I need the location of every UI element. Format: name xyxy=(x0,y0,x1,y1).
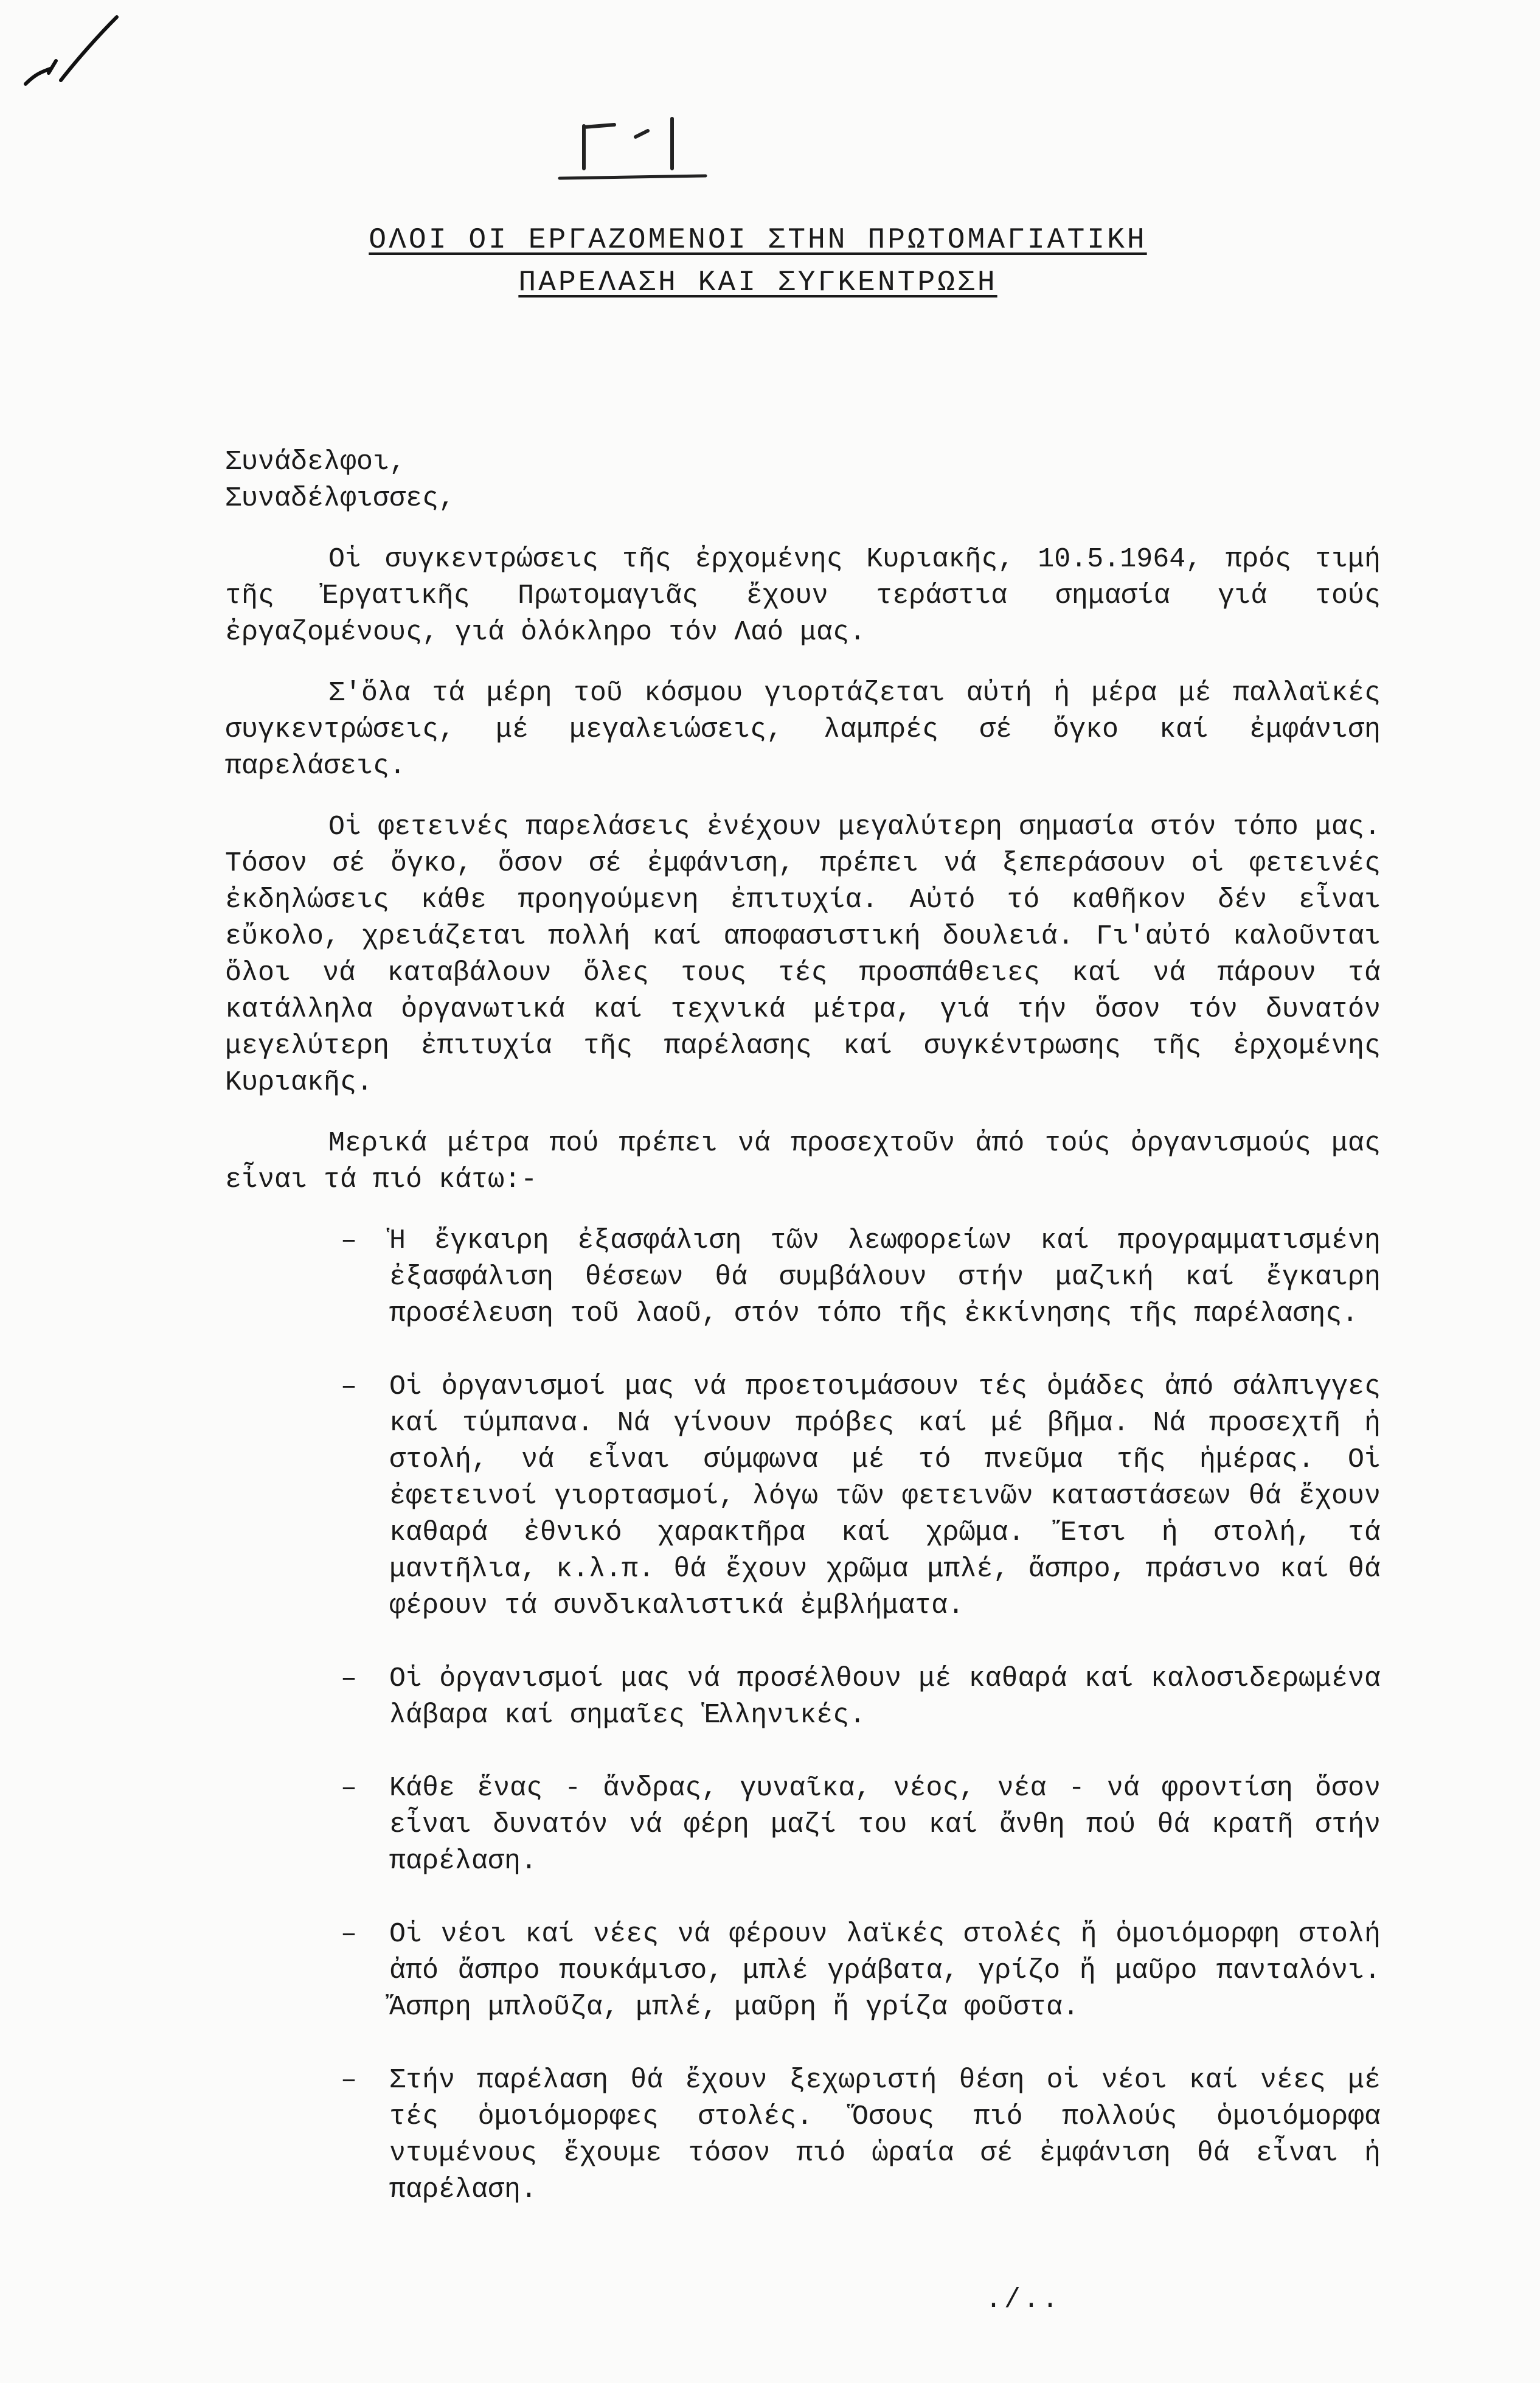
list-item xyxy=(225,1661,1381,1734)
bullet-dash: – xyxy=(341,1371,358,1402)
list-item-text: Κάθε ἕνας - ἄνδρας, γυναῖκα, νέος, νέα - νά φροντίση ὅσον εἶναι δυνατόν νά φέρη μαζί του καί ἄνθη πού θά κρατῆ στήν παρέλαση. xyxy=(389,1773,1381,1877)
salutation-line-1: Συνάδελφοι, xyxy=(225,447,406,478)
list-item-text: Οἱ νέοι καί νέες νά φέρουν λαϊκές στολές ἤ ὁμοιόμορφη στολή ἀπό ἄσπρο πουκάμισο, μπλέ γράβατα, γρίζο ἤ μαῦρο πανταλόνι. Ἄσπρη μπλοῦζα, μπλέ, μαῦρη ἤ γρίζα φοῦστα. xyxy=(389,1919,1381,2023)
list-item xyxy=(225,2062,1381,2208)
bullet-dash: – xyxy=(341,1663,358,1694)
paragraph: Μερικά μέτρα πού πρέπει νά προσεχτοῦν ἀπό τούς ὀργανισμούς μας εἶναι τά πιό κάτω:- xyxy=(225,1128,1381,1195)
list-item-text: Στήν παρέλαση θά ἔχουν ξεχωριστή θέση οἱ νέοι καί νέες μέ τές ὁμοιόμορφες στολές. Ὅσους πιό πολλούς ὁμοιόμορφα ντυμένους ἔχουμε τόσον πιό ὡραία σέ ἐμφάνιση θά εἶναι ἡ παρέλαση. xyxy=(389,2065,1381,2205)
document-body xyxy=(225,444,1381,2245)
document-title xyxy=(0,219,1540,304)
title-line-2: ΠΑΡΕΛΑΣΗ ΚΑΙ ΣΥΓΚΕΝΤΡΩΣΗ xyxy=(518,266,997,299)
bullet-dash: – xyxy=(341,1225,358,1256)
continuation-mark: ./.. xyxy=(985,2284,1061,2315)
list-item xyxy=(225,1770,1381,1880)
list-item-text: Οἱ ὀργανισμοί μας νά προετοιμάσουν τές ὁμάδες ἀπό σάλπιγγες καί τύμπανα. Νά γίνουν πρόβες καί μέ βῆμα. Νά προσεχτῆ ἡ στολή, νά εἶναι σύμφωνα μέ τό πνεῦμα τῆς ἡμέρας. Οἱ ἐφετεινοί γιορτασμοί, λόγω τῶν φετεινῶν καταστάσεων θά ἔχουν καθαρά ἐθνικό χαρακτῆρα καί χρῶμα. Ἔτσι ἡ στολή, τά μαντῆλια, κ.λ.π. θά ἔχουν χρῶμα μπλέ, ἄσπρο, πράσινο καί θά φέρουν τά συνδικαλιστικά ἐμβλήματα. xyxy=(389,1371,1381,1621)
title-line-1: ΟΛΟΙ ΟΙ ΕΡΓΑΖΟΜΕΝΟΙ ΣΤΗΝ ΠΡΩΤΟΜΑΓΙΑΤΙΚΗ xyxy=(369,224,1147,257)
paragraph: Οἱ φετεινές παρελάσεις ἐνέχουν μεγαλύτερη σημασία στόν τόπο μας. Τόσον σέ ὄγκο, ὅσον σέ ἐμφάνιση, πρέπει νά ξεπεράσουν οἱ φετεινές ἐκδηλώσεις κάθε προηγούμενη ἐπιτυχία. Αὐτό τό καθῆκον δέν εἶναι εὔκολο, χρειάζεται πολλή καί αποφασιστική δουλειά. Γι'αὐτό καλοῦνται ὅλοι νά καταβάλουν ὅλες τους τές προσπάθειες καί νά πάρουν τά κατάλληλα ὀργανωτικά καί τεχνικά μέτρα, γιά τήν ὅσον τόν δυνατόν μεγελύτερη ἐπιτυχία τῆς παρέλασης καί συγκέντρωσης τῆς ἐρχομένης Κυριακῆς. xyxy=(225,812,1381,1098)
page-marker-handwritten xyxy=(547,113,718,186)
paragraph: Σ'ὅλα τά μέρη τοῦ κόσμου γιορτάζεται αὐτή ἡ μέρα μέ παλλαϊκές συγκεντρώσεις, μέ μεγαλειώσεις, λαμπρές σέ ὄγκο καί ἐμφάνιση παρελάσεις. xyxy=(225,678,1381,782)
bullet-dash: – xyxy=(341,1773,358,1804)
list-item xyxy=(225,1369,1381,1624)
list-item-text: Οἱ ὀργανισμοί μας νά προσέλθουν μέ καθαρά καί καλοσιδερωμένα λάβαρα καί σημαῖες Ἑλληνικές. xyxy=(389,1663,1381,1731)
list-item xyxy=(225,1916,1381,2026)
salutation-line-2: Συναδέλφισσες, xyxy=(225,483,456,514)
bullet-dash: – xyxy=(341,1919,358,1950)
measures-list xyxy=(225,1223,1381,2208)
list-item-text: Ἡ ἔγκαιρη ἐξασφάλιση τῶν λεωφορείων καί προγραμματισμένη ἐξασφάλιση θέσεων θά συμβάλουν στήν μαζική καί ἔγκαιρη προσέλευση τοῦ λαοῦ, στόν τόπο τῆς ἐκκίνησης τῆς παρέλασης. xyxy=(389,1225,1381,1329)
paragraph: Οἱ συγκεντρώσεις τῆς ἐρχομένης Κυριακῆς, 10.5.1964, πρός τιμή τῆς Ἐργατικῆς Πρωτομαγιᾶς ἔχουν τεράστια σημασία γιά τούς ἐργαζομένους, γιά ὁλόκληρο τόν Λαό μας. xyxy=(225,544,1381,648)
list-item xyxy=(225,1223,1381,1332)
bullet-dash: – xyxy=(341,2065,358,2096)
salutation xyxy=(225,444,1381,517)
handwritten-mark-icon xyxy=(18,12,122,91)
